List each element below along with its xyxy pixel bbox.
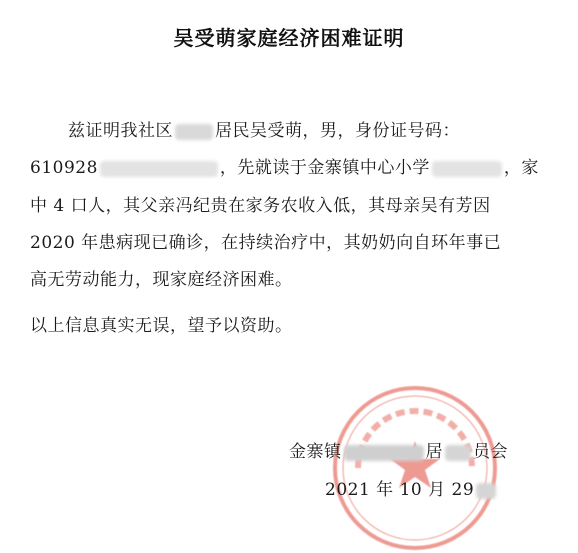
document-title: 吴受萌家庭经济困难证明 — [173, 26, 405, 50]
body-line-1 — [68, 116, 460, 141]
body-text: 以上信息真实无误，望予以资助。 — [30, 316, 293, 336]
body-text: 居民吴受萌，男，身份证号码： — [215, 121, 460, 141]
body-text: 中 4 口人，其父亲冯纪贵在家务农收入低，其母亲吴有芳因 — [30, 196, 491, 216]
redacted-block — [445, 445, 471, 461]
body-text: 高无劳动能力，现家庭经济困难。 — [30, 270, 293, 290]
signature-text: 居 — [425, 442, 443, 462]
body-line-5 — [30, 265, 293, 290]
signature-date — [325, 475, 498, 500]
body-text: 兹证明我社区 — [68, 121, 173, 141]
body-line-4 — [30, 228, 501, 253]
body-line-6 — [30, 311, 293, 336]
official-seal-icon — [330, 383, 500, 553]
redacted-block — [476, 483, 496, 499]
redacted-block — [175, 124, 213, 140]
redacted-block — [432, 161, 502, 177]
redacted-block — [344, 445, 424, 461]
signature-org — [289, 437, 508, 462]
body-text: 610928 — [30, 158, 98, 178]
signature-text: 2021 年 10 月 29 — [325, 480, 475, 500]
body-line-2 — [30, 153, 539, 178]
signature-text: 员会 — [473, 442, 508, 462]
body-text: ，先就读于金寨镇中心小学 — [219, 158, 430, 178]
body-line-3 — [30, 191, 491, 216]
signature-text: 金寨镇 — [289, 442, 342, 462]
body-text: 2020 年患病现已确诊，在持续治疗中，其奶奶向自环年事已 — [30, 233, 502, 253]
redacted-block — [100, 161, 218, 177]
body-text: ，家 — [503, 158, 539, 178]
